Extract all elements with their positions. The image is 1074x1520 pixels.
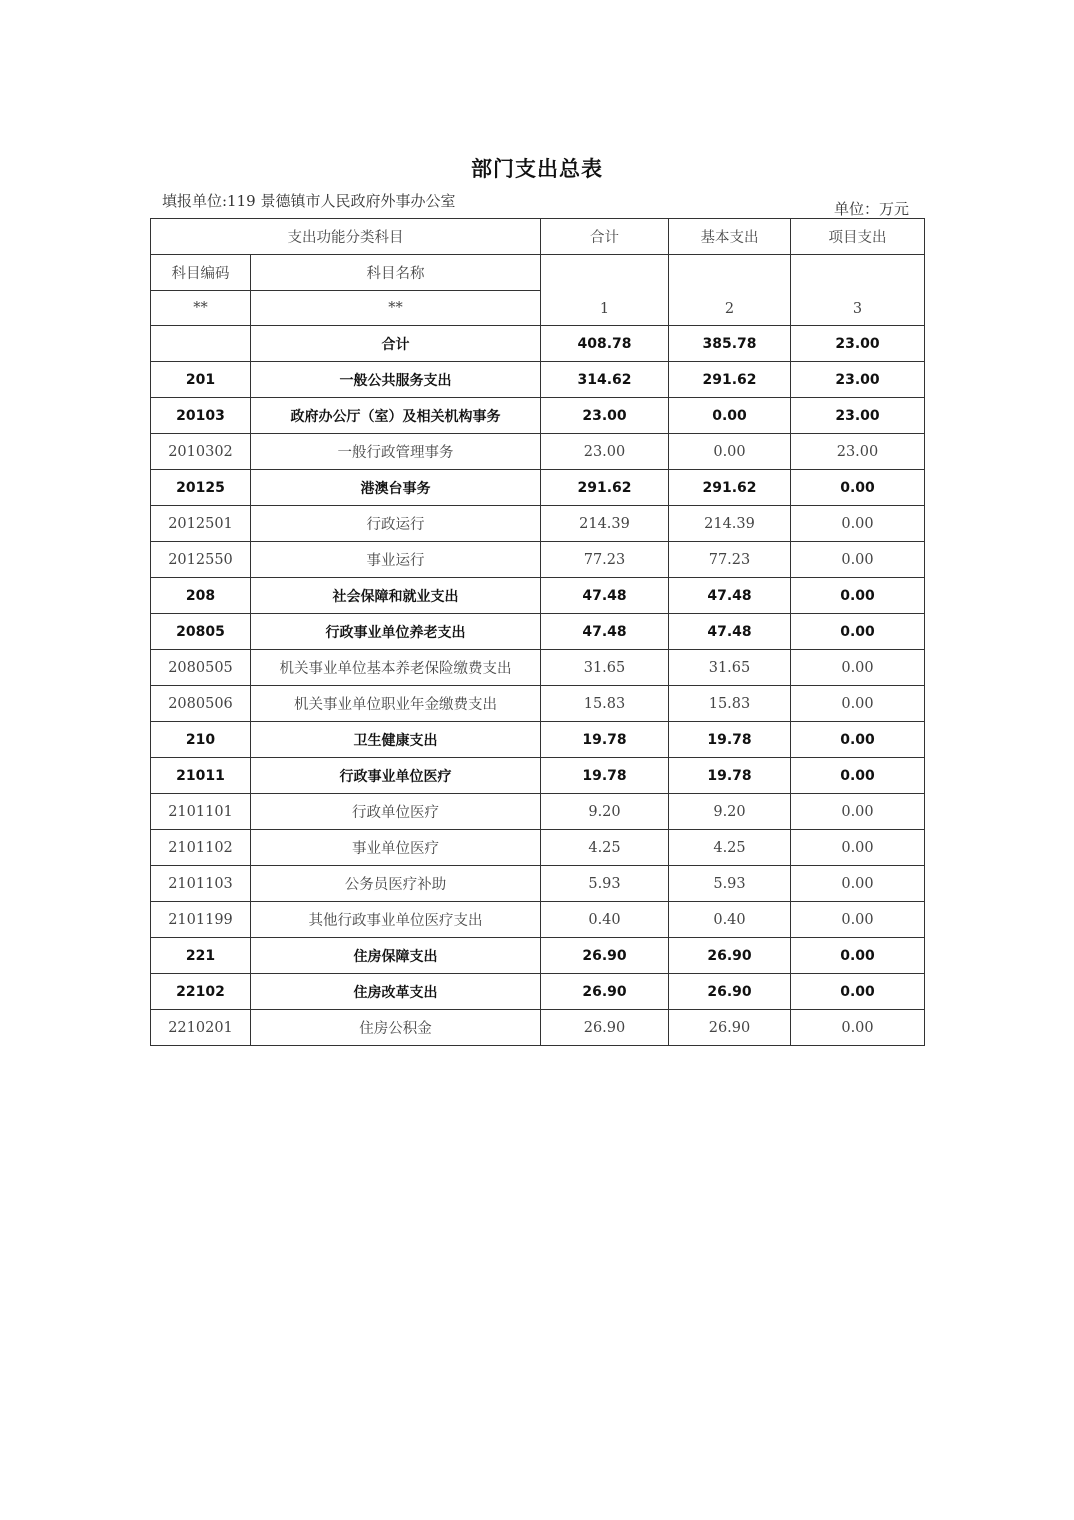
cell-name: 合计 bbox=[251, 326, 541, 362]
cell-total: 9.20 bbox=[541, 794, 669, 830]
table-row bbox=[151, 470, 925, 506]
cell-project: 0.00 bbox=[791, 974, 925, 1010]
table-row bbox=[151, 722, 925, 758]
table-row bbox=[151, 794, 925, 830]
cell-name: 一般公共服务支出 bbox=[251, 362, 541, 398]
cell-total: 47.48 bbox=[541, 614, 669, 650]
header-index-1: 1 bbox=[541, 255, 669, 326]
cell-project: 0.00 bbox=[791, 614, 925, 650]
cell-basic: 385.78 bbox=[669, 326, 791, 362]
code-marker: ** bbox=[151, 291, 251, 326]
cell-project: 0.00 bbox=[791, 578, 925, 614]
cell-name: 港澳台事务 bbox=[251, 470, 541, 506]
cell-project: 0.00 bbox=[791, 794, 925, 830]
cell-code: 2080506 bbox=[151, 686, 251, 722]
table-body bbox=[151, 219, 925, 1046]
cell-code: 2101103 bbox=[151, 866, 251, 902]
cell-project: 0.00 bbox=[791, 758, 925, 794]
header-project: 项目支出 bbox=[791, 219, 925, 255]
cell-basic: 0.40 bbox=[669, 902, 791, 938]
cell-total: 291.62 bbox=[541, 470, 669, 506]
cell-basic: 0.00 bbox=[669, 434, 791, 470]
cell-project: 23.00 bbox=[791, 326, 925, 362]
cell-code: 22102 bbox=[151, 974, 251, 1010]
table-row bbox=[151, 686, 925, 722]
cell-basic: 47.48 bbox=[669, 614, 791, 650]
table-row bbox=[151, 650, 925, 686]
cell-basic: 291.62 bbox=[669, 362, 791, 398]
cell-basic: 5.93 bbox=[669, 866, 791, 902]
cell-code: 20125 bbox=[151, 470, 251, 506]
cell-name: 其他行政事业单位医疗支出 bbox=[251, 902, 541, 938]
cell-code: 210 bbox=[151, 722, 251, 758]
header-basic: 基本支出 bbox=[669, 219, 791, 255]
cell-project: 0.00 bbox=[791, 830, 925, 866]
cell-basic: 77.23 bbox=[669, 542, 791, 578]
cell-basic: 26.90 bbox=[669, 938, 791, 974]
cell-project: 0.00 bbox=[791, 506, 925, 542]
cell-basic: 26.90 bbox=[669, 1010, 791, 1046]
cell-basic: 31.65 bbox=[669, 650, 791, 686]
cell-code: 2010302 bbox=[151, 434, 251, 470]
table-row bbox=[151, 578, 925, 614]
header-total: 合计 bbox=[541, 219, 669, 255]
cell-code: 2101199 bbox=[151, 902, 251, 938]
cell-name: 一般行政管理事务 bbox=[251, 434, 541, 470]
cell-code: 2101101 bbox=[151, 794, 251, 830]
cell-project: 0.00 bbox=[791, 650, 925, 686]
header-row bbox=[151, 219, 925, 255]
table-row bbox=[151, 1010, 925, 1046]
cell-total: 5.93 bbox=[541, 866, 669, 902]
cell-total: 0.40 bbox=[541, 902, 669, 938]
header-index-3: 3 bbox=[791, 255, 925, 326]
cell-name: 事业单位医疗 bbox=[251, 830, 541, 866]
cell-total: 314.62 bbox=[541, 362, 669, 398]
cell-basic: 4.25 bbox=[669, 830, 791, 866]
cell-code: 2012501 bbox=[151, 506, 251, 542]
table-row bbox=[151, 614, 925, 650]
header-index-2: 2 bbox=[669, 255, 791, 326]
cell-total: 77.23 bbox=[541, 542, 669, 578]
cell-basic: 291.62 bbox=[669, 470, 791, 506]
cell-total: 47.48 bbox=[541, 578, 669, 614]
cell-code: 20103 bbox=[151, 398, 251, 434]
cell-code: 2080505 bbox=[151, 650, 251, 686]
cell-name: 住房保障支出 bbox=[251, 938, 541, 974]
cell-code: 20805 bbox=[151, 614, 251, 650]
cell-basic: 9.20 bbox=[669, 794, 791, 830]
cell-project: 23.00 bbox=[791, 362, 925, 398]
name-marker: ** bbox=[251, 291, 541, 326]
header-name: 科目名称 bbox=[251, 255, 541, 291]
cell-code bbox=[151, 326, 251, 362]
cell-name: 住房改革支出 bbox=[251, 974, 541, 1010]
table-row bbox=[151, 434, 925, 470]
cell-basic: 19.78 bbox=[669, 722, 791, 758]
cell-project: 0.00 bbox=[791, 902, 925, 938]
cell-total: 19.78 bbox=[541, 722, 669, 758]
table-row bbox=[151, 938, 925, 974]
cell-basic: 15.83 bbox=[669, 686, 791, 722]
cell-project: 23.00 bbox=[791, 434, 925, 470]
cell-code: 221 bbox=[151, 938, 251, 974]
subheader-row bbox=[151, 255, 925, 291]
cell-total: 15.83 bbox=[541, 686, 669, 722]
cell-project: 0.00 bbox=[791, 470, 925, 506]
cell-basic: 26.90 bbox=[669, 974, 791, 1010]
cell-total: 23.00 bbox=[541, 398, 669, 434]
expenditure-table bbox=[150, 218, 925, 1046]
cell-project: 0.00 bbox=[791, 938, 925, 974]
cell-code: 2101102 bbox=[151, 830, 251, 866]
table-row bbox=[151, 506, 925, 542]
cell-name: 行政运行 bbox=[251, 506, 541, 542]
cell-total: 26.90 bbox=[541, 938, 669, 974]
cell-total: 23.00 bbox=[541, 434, 669, 470]
cell-name: 机关事业单位职业年金缴费支出 bbox=[251, 686, 541, 722]
cell-total: 4.25 bbox=[541, 830, 669, 866]
table-row bbox=[151, 866, 925, 902]
cell-code: 208 bbox=[151, 578, 251, 614]
cell-name: 住房公积金 bbox=[251, 1010, 541, 1046]
cell-name: 公务员医疗补助 bbox=[251, 866, 541, 902]
cell-project: 23.00 bbox=[791, 398, 925, 434]
table-row bbox=[151, 398, 925, 434]
cell-total: 214.39 bbox=[541, 506, 669, 542]
cell-name: 卫生健康支出 bbox=[251, 722, 541, 758]
cell-name: 社会保障和就业支出 bbox=[251, 578, 541, 614]
cell-total: 31.65 bbox=[541, 650, 669, 686]
cell-project: 0.00 bbox=[791, 1010, 925, 1046]
cell-code: 2210201 bbox=[151, 1010, 251, 1046]
cell-project: 0.00 bbox=[791, 722, 925, 758]
cell-total: 19.78 bbox=[541, 758, 669, 794]
table-row bbox=[151, 974, 925, 1010]
cell-project: 0.00 bbox=[791, 542, 925, 578]
table-row bbox=[151, 362, 925, 398]
cell-project: 0.00 bbox=[791, 866, 925, 902]
cell-name: 行政单位医疗 bbox=[251, 794, 541, 830]
cell-name: 行政事业单位医疗 bbox=[251, 758, 541, 794]
cell-total: 26.90 bbox=[541, 974, 669, 1010]
cell-name: 政府办公厅（室）及相关机构事务 bbox=[251, 398, 541, 434]
table-row bbox=[151, 542, 925, 578]
page-title: 部门支出总表 bbox=[471, 156, 603, 181]
table-row bbox=[151, 758, 925, 794]
cell-name: 机关事业单位基本养老保险缴费支出 bbox=[251, 650, 541, 686]
cell-name: 行政事业单位养老支出 bbox=[251, 614, 541, 650]
cell-total: 408.78 bbox=[541, 326, 669, 362]
header-category: 支出功能分类科目 bbox=[151, 219, 541, 255]
cell-basic: 0.00 bbox=[669, 398, 791, 434]
cell-basic: 47.48 bbox=[669, 578, 791, 614]
cell-name: 事业运行 bbox=[251, 542, 541, 578]
table-row bbox=[151, 326, 925, 362]
money-unit-label: 单位：万元 bbox=[834, 200, 910, 218]
cell-code: 201 bbox=[151, 362, 251, 398]
cell-project: 0.00 bbox=[791, 686, 925, 722]
cell-total: 26.90 bbox=[541, 1010, 669, 1046]
cell-code: 2012550 bbox=[151, 542, 251, 578]
cell-code: 21011 bbox=[151, 758, 251, 794]
filler-unit-label: 填报单位:119 景德镇市人民政府外事办公室 bbox=[162, 192, 456, 210]
cell-basic: 214.39 bbox=[669, 506, 791, 542]
cell-basic: 19.78 bbox=[669, 758, 791, 794]
header-code: 科目编码 bbox=[151, 255, 251, 291]
table-row bbox=[151, 830, 925, 866]
table-row bbox=[151, 902, 925, 938]
